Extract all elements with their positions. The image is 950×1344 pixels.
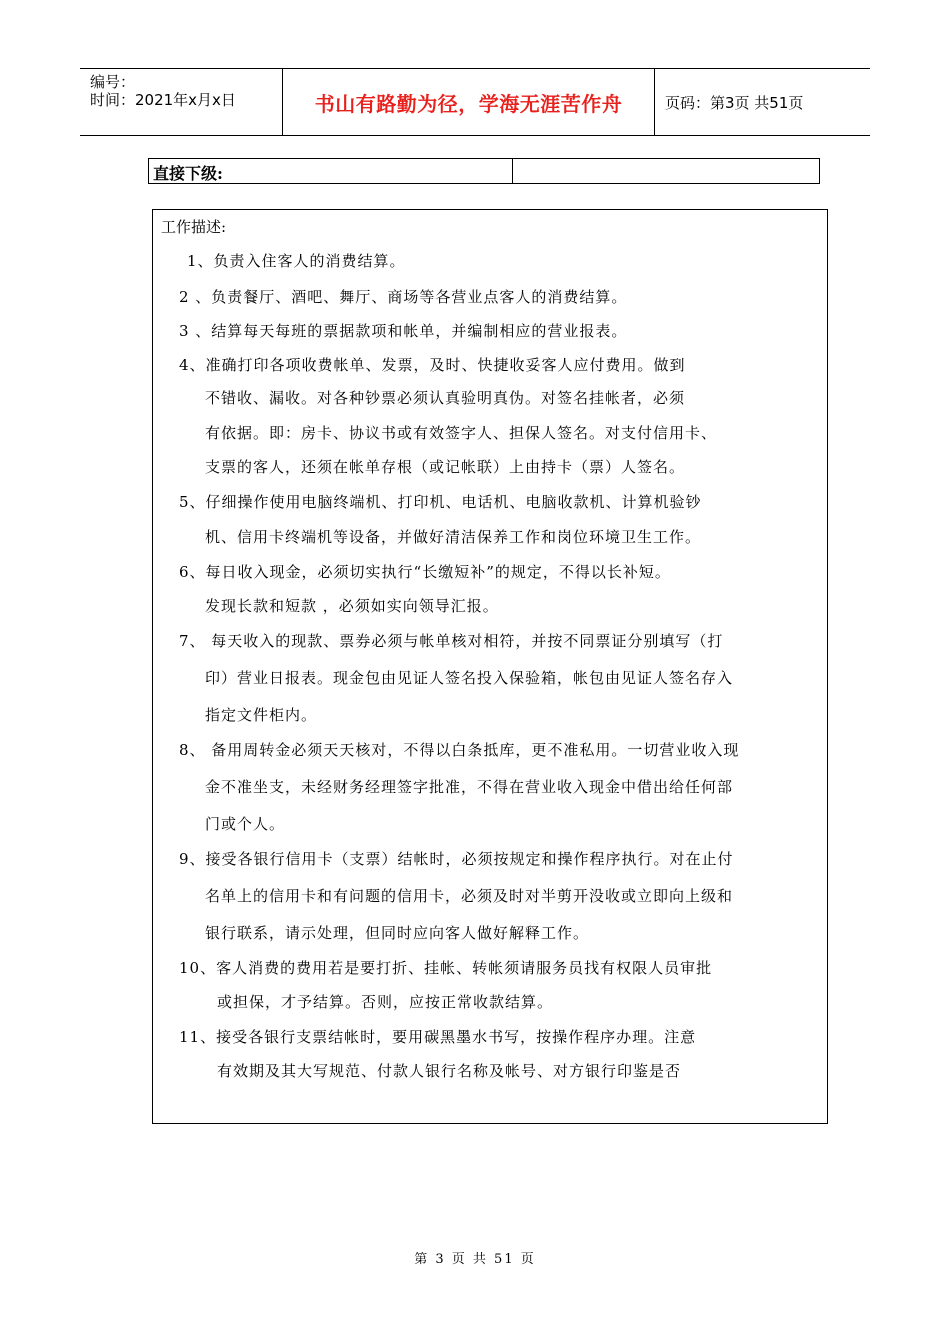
description-line: 10、客人消费的费用若是要打折、挂帐、转帐须请服务员找有权限人员审批 — [179, 959, 713, 977]
description-line: 机、信用卡终端机等设备，并做好清洁保养工作和岗位环境卫生工作。 — [205, 528, 702, 546]
description-line: 6、每日收入现金，必须切实执行“长缴短补”的规定，不得以长补短。 — [179, 563, 671, 581]
header-meta — [90, 73, 236, 109]
document-date: 时间：2021年x月x日 — [90, 91, 236, 109]
job-description-title: 工作描述: — [161, 218, 227, 236]
description-line: 5、仔细操作使用电脑终端机、打印机、电话机、电脑收款机、计算机验钞 — [179, 493, 702, 511]
description-line: 指定文件柜内。 — [205, 706, 318, 724]
job-description-box — [152, 209, 828, 1124]
row-divider — [512, 159, 513, 183]
header-page-info: 页码：第3页 共51页 — [665, 93, 804, 112]
description-line: 印）营业日报表。现金包由见证人签名投入保验箱，帐包由见证人签名存入 — [205, 669, 734, 687]
description-line: 9、接受各银行信用卡（支票）结帐时，必须按规定和操作程序执行。对在止付 — [179, 850, 734, 868]
description-line: 8、 备用周转金必须天天核对，不得以白条抵库，更不准私用。一切营业收入现 — [179, 741, 740, 759]
document-header — [80, 68, 870, 136]
description-line: 门或个人。 — [205, 815, 286, 833]
description-line: 有依据。即：房卡、协议书或有效签字人、担保人签名。对支付信用卡、 — [205, 424, 718, 442]
description-line: 1、负责入住客人的消费结算。 — [187, 252, 406, 270]
description-line: 名单上的信用卡和有问题的信用卡，必须及时对半剪开没收或立即向上级和 — [205, 887, 734, 905]
header-motto: 书山有路勤为径，学海无涯苦作舟 — [314, 91, 623, 116]
description-line: 3 、结算每天每班的票据款项和帐单，并编制相应的营业报表。 — [179, 322, 628, 340]
header-divider — [654, 69, 655, 135]
description-line: 4、准确打印各项收费帐单、发票，及时、快捷收妥客人应付费用。做到 — [179, 356, 686, 374]
description-line: 发现长款和短款 ，必须如实向领导汇报。 — [205, 597, 499, 615]
document-number-label: 编号： — [90, 73, 136, 91]
page-footer: 第 3 页 共 51 页 — [414, 1252, 536, 1267]
description-line: 不错收、漏收。对各种钞票必须认真验明真伪。对签名挂帐者，必须 — [205, 389, 686, 407]
description-line: 2 、负责餐厅、酒吧、舞厅、商场等各营业点客人的消费结算。 — [179, 288, 628, 306]
description-line: 有效期及其大写规范、付款人银行名称及帐号、对方银行印鉴是否 — [217, 1062, 682, 1080]
subordinate-label: 直接下级: — [153, 164, 223, 183]
description-line: 或担保，才予结算。否则，应按正常收款结算。 — [217, 993, 554, 1011]
description-line: 金不准坐支，未经财务经理签字批准，不得在营业收入现金中借出给任何部 — [205, 778, 734, 796]
description-line: 11、接受各银行支票结帐时，要用碳黑墨水书写，按操作程序办理。注意 — [179, 1028, 697, 1046]
description-line: 银行联系，请示处理，但同时应向客人做好解释工作。 — [205, 924, 590, 942]
subordinate-row — [148, 158, 820, 184]
description-line: 7、 每天收入的现款、票券必须与帐单核对相符，并按不同票证分别填写（打 — [179, 632, 724, 650]
description-line: 支票的客人，还须在帐单存根（或记帐联）上由持卡（票）人签名。 — [205, 458, 686, 476]
